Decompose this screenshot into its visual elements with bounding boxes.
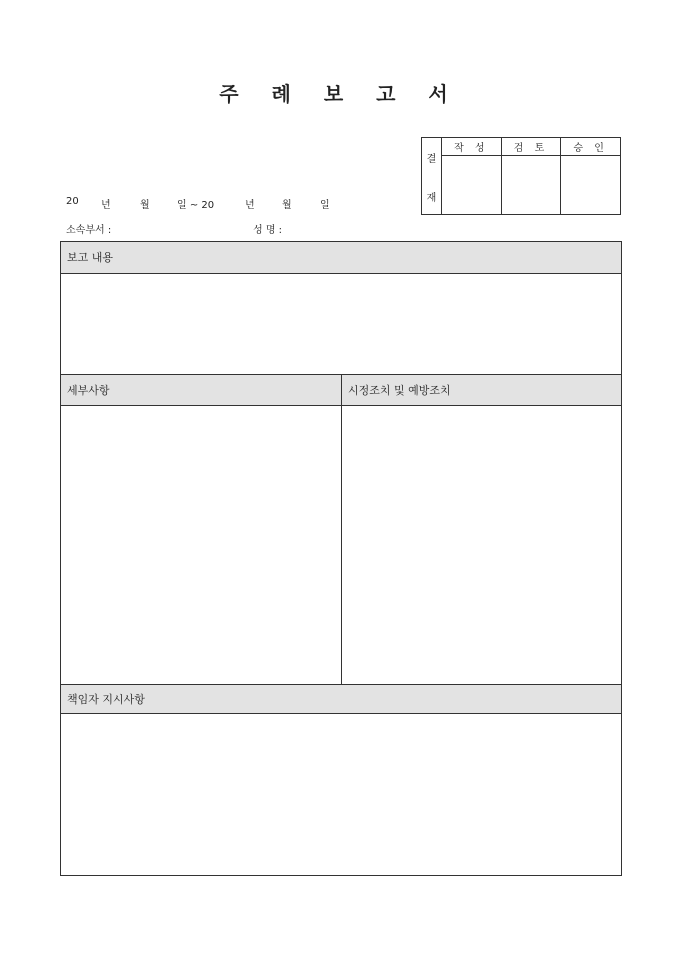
report-form [60, 241, 622, 876]
approval-col-approver: 승 인 [561, 138, 621, 156]
approval-side-label [422, 138, 442, 215]
document-title: 주 례 보 고 서 [219, 82, 461, 106]
approval-sign-approver[interactable] [561, 156, 621, 215]
approval-col-writer: 작 성 [442, 138, 502, 156]
corrective-actions-area[interactable] [342, 406, 621, 684]
period-year-start: 20 [66, 196, 79, 207]
corrective-actions-header: 시정조치 및 예방조치 [342, 375, 621, 406]
approval-sign-writer[interactable] [442, 156, 502, 215]
report-content-area[interactable] [61, 274, 621, 374]
period-year-label-start: 년 [101, 200, 111, 211]
approval-side-top: 결 [426, 154, 437, 165]
period-month-label-end: 월 [282, 200, 292, 211]
period-month-label-start: 월 [140, 200, 150, 211]
department-label: 소속부서 : [66, 225, 112, 236]
report-content-header: 보고 내용 [61, 242, 621, 274]
name-label: 성 명 : [253, 225, 283, 236]
approval-col-reviewer: 검 토 [501, 138, 561, 156]
approval-side-bottom: 재 [426, 193, 437, 204]
period-year-label-end: 년 [245, 200, 255, 211]
period-day-label-end: 일 [320, 200, 330, 211]
details-header: 세부사항 [61, 375, 341, 406]
period-day-label-start: 일 ~ 20 [177, 200, 215, 211]
approval-sign-reviewer[interactable] [501, 156, 561, 215]
supervisor-instructions-area[interactable] [61, 714, 621, 875]
details-area[interactable] [61, 406, 341, 684]
supervisor-instructions-header: 책임자 지시사항 [61, 685, 621, 714]
approval-table [421, 137, 621, 215]
